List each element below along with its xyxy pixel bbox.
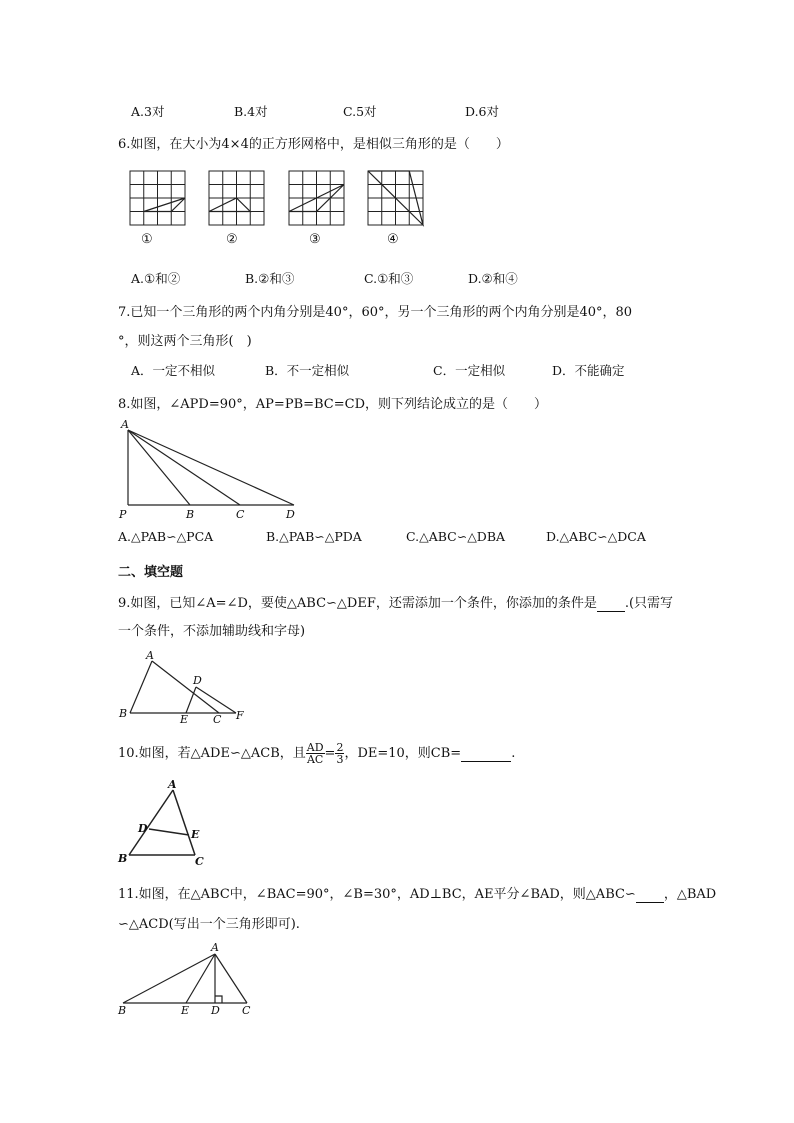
q8-label-d: D	[286, 508, 295, 521]
q8-option-a: A.△PAB∽△PCA	[118, 529, 214, 544]
q9-stem-line2: 一个条件，不添加辅助线和字母)	[118, 624, 306, 639]
q9-label-c: C	[213, 713, 222, 726]
q10-stem-end: ，DE=10，则CB=	[344, 746, 462, 761]
q6-option-b: B.②和③	[245, 271, 295, 286]
q6-grid-label-3: ③	[309, 232, 321, 247]
q8-label-p: P	[119, 508, 127, 521]
q8-option-c: C.△ABC∽△DBA	[406, 529, 506, 544]
q7-option-c: C．一定相似	[433, 363, 506, 378]
q7-stem-line1: 7.已知一个三角形的两个内角分别是40°，60°，另一个三角形的两个内角分别是40°，80	[118, 305, 633, 320]
q6-option-a: A.①和②	[131, 271, 181, 286]
q9-label-a: A	[146, 649, 154, 662]
q6-stem: 6.如图，在大小为4×4的正方形网格中，是相似三角形的是（ ）	[118, 137, 509, 152]
q5-option-d: D.6对	[465, 104, 500, 119]
q10-label-e: E	[191, 828, 200, 841]
q6-option-d: D.②和④	[468, 271, 518, 286]
q10-val-num: 2	[336, 741, 344, 754]
section-title: 二、填空题	[118, 565, 184, 580]
q11-stem-text: 11.如图，在△ABC中，∠BAC=90°，∠B=30°，AD⊥BC，AE平分∠BAD，则△ABC∽	[118, 887, 636, 902]
q5-option-a: A.3对	[131, 104, 165, 119]
q10-label-a: A	[168, 778, 177, 791]
q10-label-b: B	[118, 852, 128, 865]
q10-stem-start: 10.如图，若△ADE∽△ACB，且	[118, 746, 306, 761]
q5-option-c: C.5对	[343, 104, 377, 119]
q8-stem: 8.如图，∠APD=90°，AP=PB=BC=CD，则下列结论成立的是（ ）	[118, 397, 548, 412]
q8-label-a: A	[121, 418, 129, 431]
q8-option-d: D.△ABC∽△DCA	[546, 529, 646, 544]
q7-option-d: D．不能确定	[552, 363, 625, 378]
q6-option-c: C.①和③	[364, 271, 414, 286]
q10-frac-den: AC	[306, 753, 324, 766]
q6-grid-label-1: ①	[141, 232, 153, 247]
q9-label-f: F	[236, 709, 244, 722]
q11-label-b: B	[118, 1004, 127, 1017]
q11-label-c: C	[242, 1004, 251, 1017]
q11-stem-line2: ∽△ACD(写出一个三角形即可).	[118, 917, 300, 932]
q8-label-b: B	[186, 508, 195, 521]
q7-option-a: A．一定不相似	[131, 363, 216, 378]
q9-label-d: D	[193, 674, 202, 687]
q9-label-e: E	[180, 713, 189, 726]
q7-option-b: B．不一定相似	[265, 363, 350, 378]
q9-stem-end: .(只需写	[624, 596, 674, 611]
q10-val-den: 3	[336, 753, 344, 766]
q10-label-d: D	[138, 822, 148, 835]
q10-stem-tail: .	[511, 746, 516, 761]
q10-label-c: C	[195, 855, 204, 868]
q8-label-c: C	[236, 508, 245, 521]
q6-grid-label-4: ④	[387, 232, 399, 247]
q9-stem-text: 9.如图，已知∠A=∠D，要使△ABC∽△DEF，还需添加一个条件，你添加的条件是	[118, 596, 597, 611]
q11-label-a: A	[211, 941, 219, 954]
q5-option-b: B.4对	[234, 104, 268, 119]
q8-option-b: B.△PAB∽△PDA	[266, 529, 362, 544]
q6-grid-label-2: ②	[226, 232, 238, 247]
q11-label-d: D	[211, 1004, 220, 1017]
q7-stem-line2: °，则这两个三角形( )	[118, 334, 252, 349]
q10-equals: =	[324, 746, 336, 761]
q9-label-b: B	[119, 707, 128, 720]
q11-stem-end: ，△BAD	[663, 887, 717, 902]
q11-label-e: E	[181, 1004, 190, 1017]
q10-frac-num: AD	[306, 741, 324, 754]
